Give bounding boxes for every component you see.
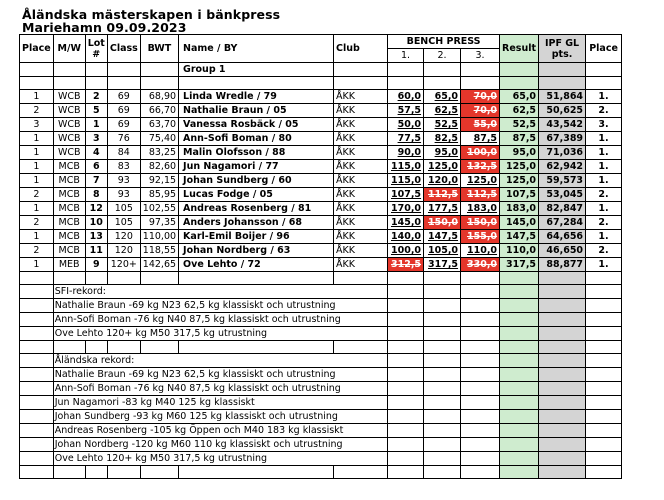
attempt-2-cell xyxy=(424,188,461,202)
category-cell: WCB xyxy=(53,90,85,104)
attempt-1-cell-value: 107,5 xyxy=(390,189,422,200)
attempt-1-cell xyxy=(388,230,424,244)
place-cell: 3 xyxy=(20,118,54,132)
header-place: Place xyxy=(20,35,54,63)
place-cell: 1 xyxy=(20,202,54,216)
final-place-cell: 1. xyxy=(586,132,622,146)
lot-cell: 12 xyxy=(85,202,107,216)
attempt-2-cell xyxy=(424,146,461,160)
club-cell: ÅKK xyxy=(334,216,388,230)
attempt-2-cell-value: 52,5 xyxy=(434,119,459,130)
lot-cell: 10 xyxy=(85,216,107,230)
lifter-row xyxy=(20,146,622,160)
page-title: Åländska mästerskapen i bänkpress xyxy=(22,7,281,22)
final-place-cell: 1. xyxy=(586,230,622,244)
result-cell: 95,0 xyxy=(500,146,539,160)
attempt-3-cell-value: 87,5 xyxy=(473,133,498,144)
sfi-record-heading xyxy=(20,285,622,299)
club-cell: ÅKK xyxy=(334,160,388,174)
final-place-cell: 1. xyxy=(586,160,622,174)
lifter-row xyxy=(20,202,622,216)
sfi-record-line-text: Ann-Sofi Boman -76 kg N40 87,5 kg klassiskt och utrustning xyxy=(53,313,387,327)
bodyweight-cell: 118,55 xyxy=(140,244,178,258)
attempt-3-cell-value: 55,0 xyxy=(473,119,498,130)
bodyweight-cell: 63,70 xyxy=(140,118,178,132)
bodyweight-cell: 142,65 xyxy=(140,258,178,272)
result-cell: 145,0 xyxy=(500,216,539,230)
attempt-3-cell xyxy=(461,216,500,230)
place-cell: 1 xyxy=(20,132,54,146)
attempt-3-cell xyxy=(461,202,500,216)
attempt-1-cell xyxy=(388,174,424,188)
attempt-1-cell-value: 77,5 xyxy=(397,133,422,144)
results-table xyxy=(19,34,622,479)
header-result: Result xyxy=(500,35,539,63)
aland-record-line-text: Ann-Sofi Boman -76 kg N40 87,5 kg klassiskt och utrustning xyxy=(53,382,387,396)
lot-cell: 1 xyxy=(85,118,107,132)
lot-cell: 7 xyxy=(85,174,107,188)
place-cell: 1 xyxy=(20,160,54,174)
lifter-row xyxy=(20,244,622,258)
attempt-2-cell xyxy=(424,174,461,188)
attempt-1-cell xyxy=(388,146,424,160)
place-cell: 2 xyxy=(20,188,54,202)
aland-record-line xyxy=(20,438,622,452)
club-cell: ÅKK xyxy=(334,244,388,258)
attempt-2-cell xyxy=(424,244,461,258)
attempt-3-cell-value: 155,0 xyxy=(466,231,498,242)
attempt-3-cell-value: 330,0 xyxy=(466,259,498,270)
attempt-1-cell xyxy=(388,244,424,258)
result-cell: 317,5 xyxy=(500,258,539,272)
class-cell: 76 xyxy=(107,132,140,146)
category-cell: WCB xyxy=(53,132,85,146)
header-lot: Lot # xyxy=(85,35,107,63)
attempt-1-cell-value: 60,0 xyxy=(397,91,422,102)
attempt-3-cell xyxy=(461,258,500,272)
ipf-points-cell: 64,656 xyxy=(539,230,586,244)
class-cell: 69 xyxy=(107,118,140,132)
lifter-row xyxy=(20,132,622,146)
aland-record-line xyxy=(20,368,622,382)
attempt-2-cell-value: 82,5 xyxy=(434,133,459,144)
aland-record-line xyxy=(20,382,622,396)
attempt-3-cell xyxy=(461,244,500,258)
bodyweight-cell: 83,25 xyxy=(140,146,178,160)
attempt-3-cell-value: 100,0 xyxy=(466,147,498,158)
category-cell: WCB xyxy=(53,146,85,160)
result-cell: 107,5 xyxy=(500,188,539,202)
attempt-3-cell-value: 112,5 xyxy=(466,189,498,200)
place-cell: 2 xyxy=(20,244,54,258)
lot-cell: 8 xyxy=(85,188,107,202)
aland-record-line xyxy=(20,410,622,424)
lot-cell: 13 xyxy=(85,230,107,244)
attempt-1-cell xyxy=(388,202,424,216)
lifter-name: Nathalie Braun / 05 xyxy=(179,104,334,118)
attempt-3-cell-value: 183,0 xyxy=(466,203,498,214)
attempt-2-cell-value: 120,0 xyxy=(427,175,459,186)
attempt-3-cell xyxy=(461,174,500,188)
lifter-name: Linda Wredle / 79 xyxy=(179,90,334,104)
attempt-1-cell-value: 115,0 xyxy=(390,161,422,172)
place-cell: 1 xyxy=(20,258,54,272)
attempt-1-cell xyxy=(388,160,424,174)
ipf-points-cell: 53,045 xyxy=(539,188,586,202)
lot-cell: 6 xyxy=(85,160,107,174)
lifter-name: Ann-Sofi Boman / 80 xyxy=(179,132,334,146)
header-club: Club xyxy=(334,35,388,63)
attempt-2-cell xyxy=(424,230,461,244)
lifter-name: Malin Olofsson / 88 xyxy=(179,146,334,160)
ipf-points-cell: 67,284 xyxy=(539,216,586,230)
lifter-name: Vanessa Rosbäck / 05 xyxy=(179,118,334,132)
place-cell: 1 xyxy=(20,174,54,188)
lifter-name: Johan Nordberg / 63 xyxy=(179,244,334,258)
lifter-row xyxy=(20,118,622,132)
attempt-1-cell-value: 90,0 xyxy=(397,147,422,158)
attempt-3-cell xyxy=(461,104,500,118)
header-place2: Place xyxy=(586,35,622,63)
final-place-cell: 2. xyxy=(586,188,622,202)
lifter-row xyxy=(20,104,622,118)
place-cell: 1 xyxy=(20,146,54,160)
attempt-2-cell xyxy=(424,132,461,146)
lifter-row xyxy=(20,230,622,244)
attempt-1-cell-value: 57,5 xyxy=(397,105,422,116)
aland-record-line-text: Johan Sundberg -93 kg M60 125 kg klassiskt och utrustning xyxy=(53,410,387,424)
final-place-cell: 2. xyxy=(586,244,622,258)
aland-record-heading xyxy=(20,354,622,368)
sfi-record-line-text: Nathalie Braun -69 kg N23 62,5 kg klassiskt och utrustning xyxy=(53,299,387,313)
place-cell: 1 xyxy=(20,230,54,244)
spacer-row xyxy=(20,272,622,285)
attempt-2-cell-value: 150,0 xyxy=(427,217,459,228)
lot-cell: 11 xyxy=(85,244,107,258)
bodyweight-cell: 110,00 xyxy=(140,230,178,244)
result-cell: 87,5 xyxy=(500,132,539,146)
attempt-1-cell xyxy=(388,104,424,118)
attempt-1-cell-value: 312,5 xyxy=(390,259,422,270)
lifter-name: Andreas Rosenberg / 81 xyxy=(179,202,334,216)
place-cell: 1 xyxy=(20,90,54,104)
category-cell: WCB xyxy=(53,104,85,118)
lot-cell: 4 xyxy=(85,146,107,160)
sfi-record-line xyxy=(20,313,622,327)
result-cell: 147,5 xyxy=(500,230,539,244)
attempt-1-cell-value: 115,0 xyxy=(390,175,422,186)
attempt-3-cell-value: 70,0 xyxy=(473,105,498,116)
result-cell: 62,5 xyxy=(500,104,539,118)
class-cell: 120 xyxy=(107,244,140,258)
attempt-2-cell-value: 95,0 xyxy=(434,147,459,158)
final-place-cell: 3. xyxy=(586,118,622,132)
final-place-cell: 1. xyxy=(586,202,622,216)
attempt-1-cell xyxy=(388,118,424,132)
attempt-2-cell-value: 105,0 xyxy=(427,245,459,256)
header-bwt: BWT xyxy=(140,35,178,63)
result-cell: 65,0 xyxy=(500,90,539,104)
category-cell: MCB xyxy=(53,230,85,244)
aland-record-line-text: Ove Lehto 120+ kg M50 317,5 kg utrustning xyxy=(53,452,387,466)
ipf-points-cell: 71,036 xyxy=(539,146,586,160)
attempt-3-cell-value: 132,5 xyxy=(466,161,498,172)
aland-record-line-text: Nathalie Braun -69 kg N23 62,5 kg klassiskt och utrustning xyxy=(53,368,387,382)
attempt-3-cell-value: 70,0 xyxy=(473,91,498,102)
aland-record-line xyxy=(20,424,622,438)
attempt-1-cell-value: 140,0 xyxy=(390,231,422,242)
final-place-cell: 1. xyxy=(586,258,622,272)
sfi-record-line-text: Ove Lehto 120+ kg M50 317,5 kg utrustning xyxy=(53,327,387,341)
lifter-row xyxy=(20,90,622,104)
bodyweight-cell: 66,70 xyxy=(140,104,178,118)
bodyweight-cell: 85,95 xyxy=(140,188,178,202)
attempt-3-cell xyxy=(461,230,500,244)
lifter-name: Ove Lehto / 72 xyxy=(179,258,334,272)
attempt-2-cell-value: 125,0 xyxy=(427,161,459,172)
header-ipf: IPF GL pts. xyxy=(539,35,586,63)
aland-record-line-text: Johan Nordberg -120 kg M60 110 kg klassiskt och utrustning xyxy=(53,438,387,452)
spacer-row xyxy=(20,466,622,479)
class-cell: 69 xyxy=(107,104,140,118)
ipf-points-cell: 43,542 xyxy=(539,118,586,132)
class-cell: 105 xyxy=(107,216,140,230)
bodyweight-cell: 97,35 xyxy=(140,216,178,230)
attempt-2-cell xyxy=(424,118,461,132)
category-cell: MCB xyxy=(53,188,85,202)
club-cell: ÅKK xyxy=(334,174,388,188)
category-cell: MCB xyxy=(53,160,85,174)
place-cell: 2 xyxy=(20,216,54,230)
attempt-2-cell-value: 62,5 xyxy=(434,105,459,116)
group-label: Group 1 xyxy=(179,63,334,77)
ipf-points-cell: 50,625 xyxy=(539,104,586,118)
header-mw: M/W xyxy=(53,35,85,63)
lifter-name: Anders Johansson / 68 xyxy=(179,216,334,230)
ipf-points-cell: 59,573 xyxy=(539,174,586,188)
lifter-row xyxy=(20,216,622,230)
lifter-name: Jun Nagamori / 77 xyxy=(179,160,334,174)
class-cell: 84 xyxy=(107,146,140,160)
attempt-2-cell-value: 112,5 xyxy=(427,189,459,200)
attempt-2-cell-value: 147,5 xyxy=(427,231,459,242)
bodyweight-cell: 82,60 xyxy=(140,160,178,174)
club-cell: ÅKK xyxy=(334,230,388,244)
lifter-row xyxy=(20,174,622,188)
lifter-name: Lucas Fodge / 05 xyxy=(179,188,334,202)
final-place-cell: 2. xyxy=(586,216,622,230)
attempt-3-cell-value: 110,0 xyxy=(466,245,498,256)
final-place-cell: 1. xyxy=(586,174,622,188)
ipf-points-cell: 46,650 xyxy=(539,244,586,258)
lifter-name: Karl-Emil Boijer / 96 xyxy=(179,230,334,244)
class-cell: 83 xyxy=(107,160,140,174)
class-cell: 120+ xyxy=(107,258,140,272)
lot-cell: 9 xyxy=(85,258,107,272)
attempt-1-cell xyxy=(388,216,424,230)
final-place-cell: 1. xyxy=(586,146,622,160)
lifter-row xyxy=(20,188,622,202)
club-cell: ÅKK xyxy=(334,146,388,160)
attempt-2-cell xyxy=(424,90,461,104)
class-cell: 120 xyxy=(107,230,140,244)
final-place-cell: 2. xyxy=(586,104,622,118)
lot-cell: 5 xyxy=(85,104,107,118)
spacer-row xyxy=(20,341,622,354)
class-cell: 69 xyxy=(107,90,140,104)
club-cell: ÅKK xyxy=(334,118,388,132)
page-subtitle: Mariehamn 09.09.2023 xyxy=(22,20,187,35)
ipf-points-cell: 51,864 xyxy=(539,90,586,104)
bodyweight-cell: 68,90 xyxy=(140,90,178,104)
attempt-2-cell-value: 65,0 xyxy=(434,91,459,102)
attempt-2-cell xyxy=(424,160,461,174)
spacer-row xyxy=(20,77,622,90)
class-cell: 93 xyxy=(107,174,140,188)
bodyweight-cell: 92,15 xyxy=(140,174,178,188)
sfi-record-line xyxy=(20,299,622,313)
lot-cell: 2 xyxy=(85,90,107,104)
club-cell: ÅKK xyxy=(334,104,388,118)
bodyweight-cell: 102,55 xyxy=(140,202,178,216)
lifter-name: Johan Sundberg / 60 xyxy=(179,174,334,188)
ipf-points-cell: 82,847 xyxy=(539,202,586,216)
aland-record-line-text: Andreas Rosenberg -105 kg Öppen och M40 183 kg klassiskt xyxy=(53,424,387,438)
lifter-row xyxy=(20,258,622,272)
result-cell: 183,0 xyxy=(500,202,539,216)
result-cell: 125,0 xyxy=(500,174,539,188)
attempt-3-cell xyxy=(461,146,500,160)
ipf-points-cell: 62,942 xyxy=(539,160,586,174)
attempt-1-cell-value: 50,0 xyxy=(397,119,422,130)
aland-record-line xyxy=(20,452,622,466)
attempt-2-cell-value: 177,5 xyxy=(427,203,459,214)
lifter-row xyxy=(20,160,622,174)
category-cell: MCB xyxy=(53,202,85,216)
attempt-1-cell xyxy=(388,132,424,146)
attempt-3-cell-value: 150,0 xyxy=(466,217,498,228)
sfi-record-heading-text: SFI-rekord: xyxy=(53,285,387,299)
attempt-2-cell-value: 317,5 xyxy=(427,259,459,270)
club-cell: ÅKK xyxy=(334,258,388,272)
bodyweight-cell: 75,40 xyxy=(140,132,178,146)
attempt-2-cell xyxy=(424,216,461,230)
aland-record-line-text: Jun Nagamori -83 kg M40 125 kg klassiskt xyxy=(53,396,387,410)
attempt-3-cell xyxy=(461,160,500,174)
header-attempt-2: 2. xyxy=(424,49,461,63)
lot-cell: 3 xyxy=(85,132,107,146)
results-sheet xyxy=(19,34,622,479)
aland-record-line xyxy=(20,396,622,410)
attempt-1-cell-value: 100,0 xyxy=(390,245,422,256)
attempt-1-cell xyxy=(388,188,424,202)
group-row xyxy=(20,63,622,77)
result-cell: 110,0 xyxy=(500,244,539,258)
aland-record-heading-text: Åländska rekord: xyxy=(53,354,387,368)
attempt-2-cell xyxy=(424,258,461,272)
header-class: Class xyxy=(107,35,140,63)
ipf-points-cell: 88,877 xyxy=(539,258,586,272)
header-attempt-3: 3. xyxy=(461,49,500,63)
category-cell: WCB xyxy=(53,118,85,132)
header-attempt-1: 1. xyxy=(388,49,424,63)
header-bench-press: BENCH PRESS xyxy=(388,35,500,49)
result-cell: 125,0 xyxy=(500,160,539,174)
category-cell: MCB xyxy=(53,174,85,188)
attempt-1-cell-value: 170,0 xyxy=(390,203,422,214)
category-cell: MCB xyxy=(53,216,85,230)
class-cell: 105 xyxy=(107,202,140,216)
attempt-1-cell xyxy=(388,90,424,104)
sfi-record-line xyxy=(20,327,622,341)
place-cell: 2 xyxy=(20,104,54,118)
attempt-3-cell xyxy=(461,188,500,202)
header-name: Name / BY xyxy=(179,35,334,63)
attempt-3-cell xyxy=(461,118,500,132)
attempt-2-cell xyxy=(424,104,461,118)
club-cell: ÅKK xyxy=(334,132,388,146)
ipf-points-cell: 67,389 xyxy=(539,132,586,146)
attempt-3-cell xyxy=(461,90,500,104)
attempt-3-cell xyxy=(461,132,500,146)
category-cell: MEB xyxy=(53,258,85,272)
category-cell: MCB xyxy=(53,244,85,258)
final-place-cell: 1. xyxy=(586,90,622,104)
class-cell: 93 xyxy=(107,188,140,202)
attempt-1-cell xyxy=(388,258,424,272)
attempt-3-cell-value: 125,0 xyxy=(466,175,498,186)
club-cell: ÅKK xyxy=(334,188,388,202)
attempt-2-cell xyxy=(424,202,461,216)
club-cell: ÅKK xyxy=(334,90,388,104)
club-cell: ÅKK xyxy=(334,202,388,216)
attempt-1-cell-value: 145,0 xyxy=(390,217,422,228)
result-cell: 52,5 xyxy=(500,118,539,132)
